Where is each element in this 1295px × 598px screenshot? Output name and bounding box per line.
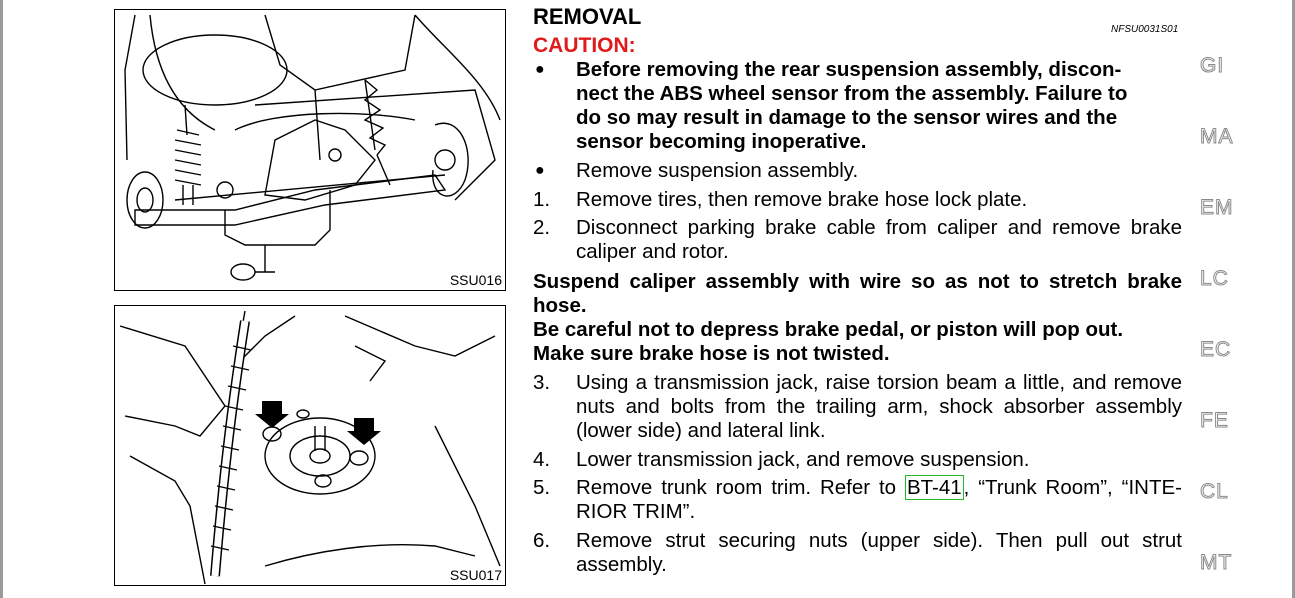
caution-line-3: do so may result in damage to the sensor wires and the xyxy=(576,106,1118,129)
figure-label: SSU016 xyxy=(449,272,502,288)
caution-line-2: nect the ABS wheel sensor from the assembly. Failure to xyxy=(576,82,1128,105)
step-text: Disconnect parking brake cable from caliper and remove brake caliper and rotor. xyxy=(576,216,1182,263)
nav-cl[interactable]: CL xyxy=(1200,480,1229,503)
step-number: 4. xyxy=(533,448,551,471)
caution-line-1: Before removing the rear suspension assembly, discon- xyxy=(576,58,1122,81)
step-text: Lower transmission jack, and remove suspension. xyxy=(576,448,1030,471)
step-3 xyxy=(533,371,1182,443)
bullet-item xyxy=(533,159,1182,183)
step-1 xyxy=(533,188,1182,212)
nav-gi[interactable]: GI xyxy=(1200,54,1225,77)
step-text: Using a transmission jack, raise torsion beam a little, and remove nuts and bolts from the trailing arm, shock absorber assembly (lower side) and lateral link. xyxy=(576,371,1182,442)
step-number: 2. xyxy=(533,216,551,239)
figure-ssu017 xyxy=(114,305,506,586)
section-title: REMOVAL xyxy=(533,4,642,29)
step-number: 1. xyxy=(533,188,551,211)
nav-fe[interactable]: FE xyxy=(1200,409,1229,432)
rear-suspension-drawing xyxy=(115,10,504,289)
document-id: NFSU0031S01 xyxy=(1111,24,1179,35)
step-4 xyxy=(533,448,1182,472)
bullet-text: Remove suspension assembly. xyxy=(576,159,859,182)
caution-line-4: sensor becoming inoperative. xyxy=(576,130,867,153)
note-brake-pedal: Be careful not to depress brake pedal, or piston will pop out. xyxy=(533,318,1124,341)
note-suspend-caliper: Suspend caliper assembly with wire so as not to stretch brake hose. xyxy=(533,270,1182,317)
bt-41-link[interactable]: BT-41 xyxy=(906,476,962,499)
caution-bullet xyxy=(533,58,1182,154)
bullet-icon: ● xyxy=(535,61,545,78)
step-text: Remove tires, then remove brake hose lock plate. xyxy=(576,188,1028,211)
strut-mount-drawing xyxy=(115,306,504,584)
step-text-after: , “Trunk Room”, “INTE-RIOR TRIM”. xyxy=(576,476,1182,523)
nav-em[interactable]: EM xyxy=(1200,196,1234,219)
nav-mt[interactable]: MT xyxy=(1200,551,1233,574)
nav-lc[interactable]: LC xyxy=(1200,267,1229,290)
nav-ec[interactable]: EC xyxy=(1200,338,1232,361)
step-text-before: Remove trunk room trim. Refer to xyxy=(576,476,905,499)
step-5 xyxy=(533,476,1182,524)
step-text: Remove strut securing nuts (upper side). Then pull out strut assembly. xyxy=(576,529,1182,576)
bullet-icon: ● xyxy=(535,162,545,179)
nav-ma[interactable]: MA xyxy=(1200,125,1234,148)
figure-label: SSU017 xyxy=(449,567,502,583)
step-2 xyxy=(533,216,1182,264)
step-number: 5. xyxy=(533,476,551,499)
note-brake-hose: Make sure brake hose is not twisted. xyxy=(533,342,890,365)
page-edge-left xyxy=(0,0,3,598)
step-6 xyxy=(533,529,1182,577)
step-number: 6. xyxy=(533,529,551,552)
figure-ssu016 xyxy=(114,9,506,291)
step-number: 3. xyxy=(533,371,551,394)
caution-label: CAUTION: xyxy=(533,34,636,57)
